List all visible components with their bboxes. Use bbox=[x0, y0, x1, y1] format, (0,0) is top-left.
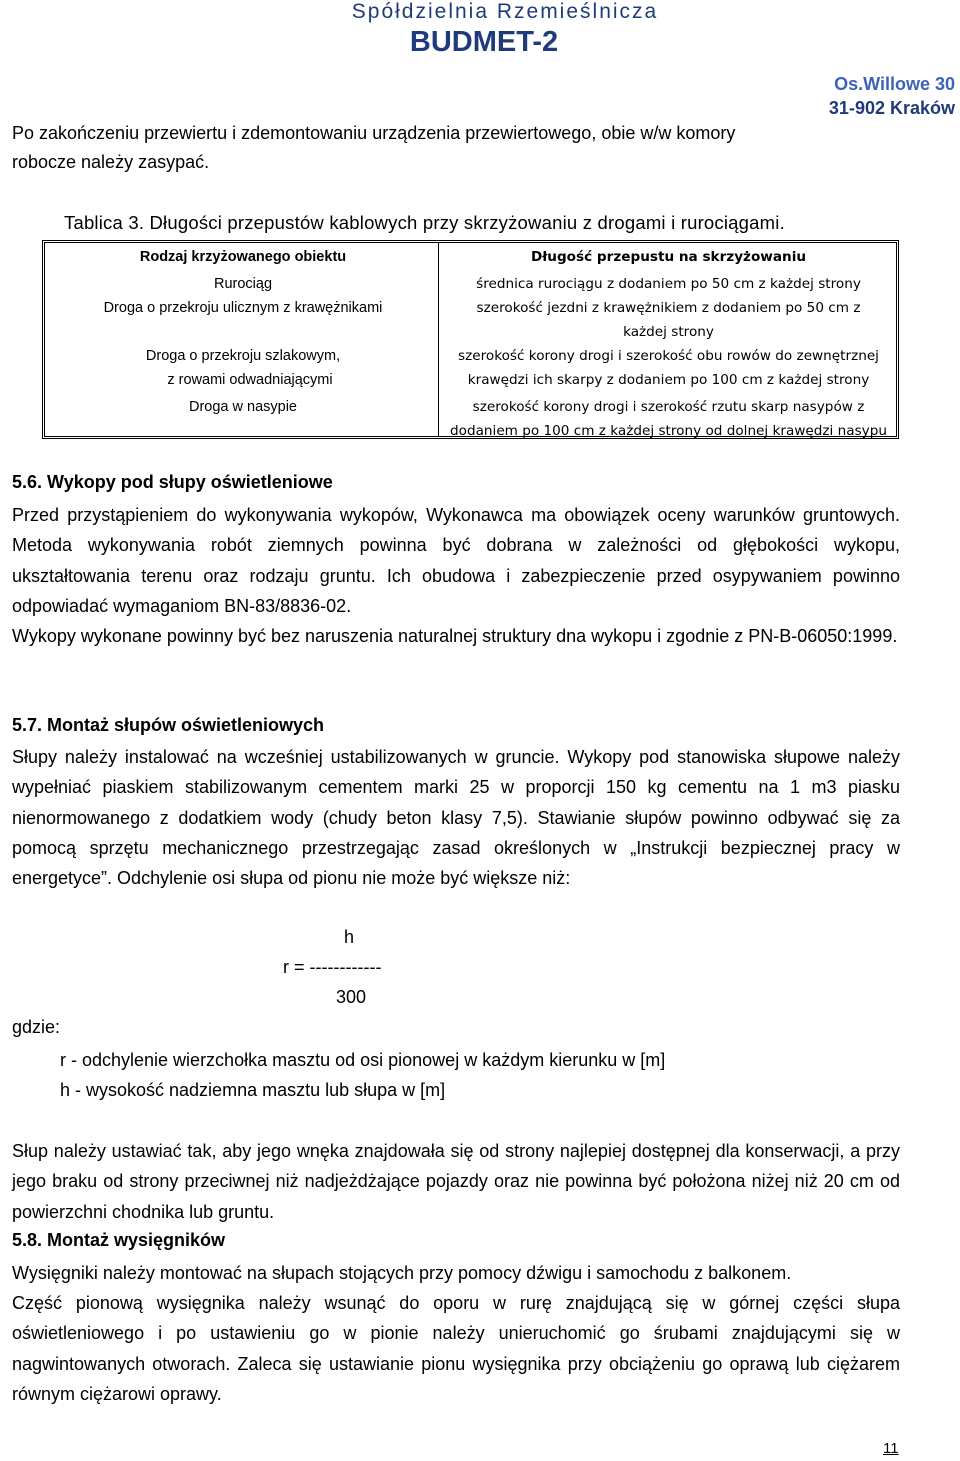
table-cell-length: każdej strony bbox=[623, 324, 714, 340]
table-cell-length: szerokość korony drogi i szerokość obu rowów do zewnętrznej bbox=[458, 348, 879, 364]
section-heading-5-8: 5.8. Montaż wysięgników bbox=[12, 1230, 226, 1250]
company-name: Spółdzielnia Rzemieślnicza bbox=[351, 0, 659, 23]
definition-item: r - odchylenie wierzchołka masztu od osi pionowej w każdym kierunku w [m] bbox=[60, 1050, 666, 1070]
section-5-8-paragraph: Wysięgniki należy montować na słupach stojących przy pomocy dźwigu i samochodu z balkonem. bbox=[12, 1263, 792, 1283]
table-caption: Tablica 3. Długości przepustów kablowych przy skrzyżowaniu z drogami i rurociągami. bbox=[64, 212, 785, 233]
definition-item: h - wysokość nadziemna masztu lub słupa w [m] bbox=[60, 1080, 446, 1100]
table-cell-object: z rowami odwadniającymi bbox=[167, 372, 333, 388]
section-5-7-paragraph: Słup należy ustawiać tak, aby jego wnęka znajdowała się od strony najlepiej dostępnej dla konserwacji, a przy jego braku od strony przeciwnej niż nadjeżdżające pojazdy oraz nie powinna być położona niżej niż 20 cm od powierzchni chodnika lub gruntu. bbox=[12, 1141, 900, 1222]
table-cell-object: Droga w nasypie bbox=[189, 399, 297, 415]
crossing-table bbox=[42, 240, 899, 439]
where-label: gdzie: bbox=[12, 1017, 61, 1037]
formula-numerator: h bbox=[344, 927, 355, 947]
section-5-8-paragraph: Część pionową wysięgnika należy wsunąć do oporu w rurę znajdującą się w górnej części słupa oświetleniowego i po ustawieniu go w pionie należy unieruchomić go śrubami znajdującymi się w nagwintowanych otworach. Zaleca się ustawianie pionu wysięgnika przy obciążeniu go oprawą lub ciężarem równym ciężarowi oprawy. bbox=[12, 1293, 900, 1404]
address-city: 31-902 Kraków bbox=[828, 98, 955, 118]
section-5-6-paragraph: Przed przystąpieniem do wykonywania wykopów, Wykonawca ma obowiązek oceny warunków gruntowych. Metoda wykonywania robót ziemnych powinna być dobrana w zależności od głębokości wykopu, ukształtowania terenu oraz rodzaju gruntu. Ich obudowa i zabezpieczenie przed osypywaniem powinno odpowiadać wymaganiom BN-83/8836-02. bbox=[12, 505, 900, 616]
section-5-6-paragraph: Wykopy wykonane powinny być bez naruszenia naturalnej struktury dna wykopu i zgodnie z PN-B-06050:1999. bbox=[12, 626, 898, 646]
table-cell-length: dodaniem po 100 cm z każdej strony od dolnej krawędzi nasypu bbox=[450, 423, 887, 439]
formula-denominator: 300 bbox=[336, 987, 367, 1007]
table-cell-length: krawędzi ich skarpy z dodaniem po 100 cm z każdej strony bbox=[467, 372, 870, 388]
address-street: Os.Willowe 30 bbox=[834, 74, 955, 94]
table-header-length: Długość przepustu na skrzyżowaniu bbox=[530, 249, 807, 265]
table-cell-length: średnica rurociągu z dodaniem po 50 cm z każdej strony bbox=[476, 276, 861, 292]
table-cell-object: Droga o przekroju ulicznym z krawężnikami bbox=[103, 300, 383, 316]
section-heading-5-6: 5.6. Wykopy pod słupy oświetleniowe bbox=[12, 472, 333, 492]
intro-paragraph: Po zakończeniu przewiertu i zdemontowaniu urządzenia przewiertowego, obie w/w komory robocze należy zasypać. bbox=[12, 123, 736, 172]
table-cell-object: Rurociąg bbox=[213, 276, 273, 292]
company-brand: BUDMET-2 bbox=[409, 26, 559, 58]
formula-fraction-line: r = ------------ bbox=[283, 957, 382, 977]
section-heading-5-7: 5.7. Montaż słupów oświetleniowych bbox=[12, 715, 325, 735]
table-cell-length: szerokość jezdni z krawężnikiem z dodaniem po 50 cm z bbox=[476, 300, 861, 316]
company-address bbox=[829, 72, 955, 120]
page-number: 11 bbox=[883, 1440, 899, 1457]
table-cell-object: Droga o przekroju szlakowym, bbox=[145, 348, 341, 364]
definition-list bbox=[60, 1045, 665, 1105]
table-cell-length: szerokość korony drogi i szerokość rzutu skarp nasypów z bbox=[472, 399, 865, 415]
table-header-object: Rodzaj krzyżowanego obiektu bbox=[139, 249, 347, 265]
section-5-7-paragraph: Słupy należy instalować na wcześniej ustabilizowanych w gruncie. Wykopy pod stanowiska słupowe należy wypełniać piaskiem stabilizowanym cementem marki 25 w proporcji 150 kg cementu na 1 m3 piasku nienormowanego z dodatkiem wody (chudy beton klasy 7,5). Stawianie słupów powinno odbywać się za pomocą sprzętu mechanicznego przestrzegając zasad określonych w „Instrukcji bezpiecznej pracy w energetyce”. Odchylenie osi słupa od pionu nie może być większe niż: bbox=[12, 747, 900, 889]
